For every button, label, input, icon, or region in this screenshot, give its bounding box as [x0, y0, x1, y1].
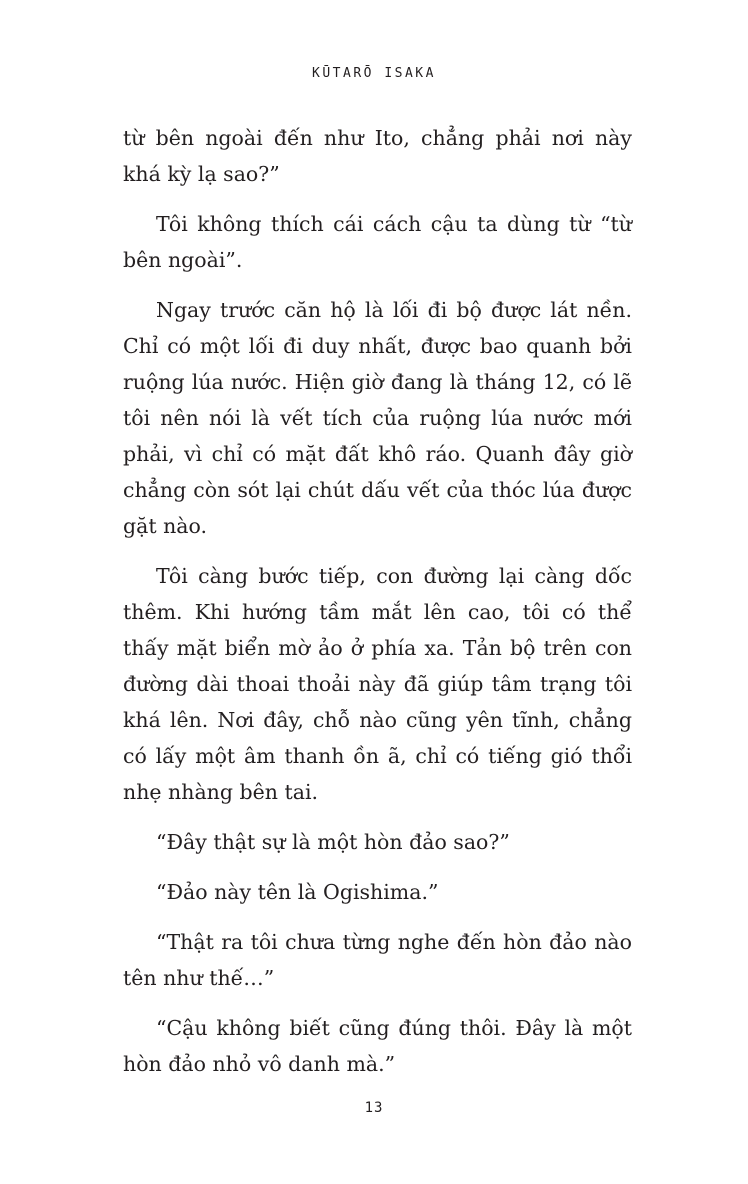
running-head: KŪTARŌ ISAKA	[312, 66, 436, 81]
body-text	[123, 120, 632, 1096]
paragraph: Tôi càng bước tiếp, con đường lại càng dốc thêm. Khi hướng tầm mắt lên cao, tôi có thể thấy mặt biển mờ ảo ở phía xa. Tản bộ trên con đường dài thoai thoải này đã giúp tâm trạng tôi khá lên. Nơi đây, chỗ nào cũng yên tĩnh, chẳng có lấy một âm thanh ồn ã, chỉ có tiếng gió thổi nhẹ nhàng bên tai.	[123, 564, 632, 804]
dialogue-line: “Cậu không biết cũng đúng thôi. Đây là một hòn đảo nhỏ vô danh mà.”	[123, 1016, 632, 1076]
paragraph: Ngay trước căn hộ là lối đi bộ được lát nền. Chỉ có một lối đi duy nhất, được bao quanh bởi ruộng lúa nước. Hiện giờ đang là tháng 12, có lẽ tôi nên nói là vết tích của ruộng lúa nước mới phải, vì chỉ có mặt đất khô ráo. Quanh đây giờ chẳng còn sót lại chút dấu vết của thóc lúa được gặt nào.	[123, 298, 632, 538]
dialogue-line: “Đảo này tên là Ogishima.”	[156, 880, 439, 904]
dialogue-line: “Đây thật sự là một hòn đảo sao?”	[156, 830, 510, 854]
paragraph: Tôi không thích cái cách cậu ta dùng từ “từ bên ngoài”.	[123, 212, 632, 272]
dialogue-line: “Thật ra tôi chưa từng nghe đến hòn đảo nào tên như thế…”	[123, 930, 632, 990]
paragraph-continued: từ bên ngoài đến như Ito, chẳng phải nơi này khá kỳ lạ sao?”	[123, 126, 632, 186]
page-number: 13	[364, 1100, 384, 1116]
